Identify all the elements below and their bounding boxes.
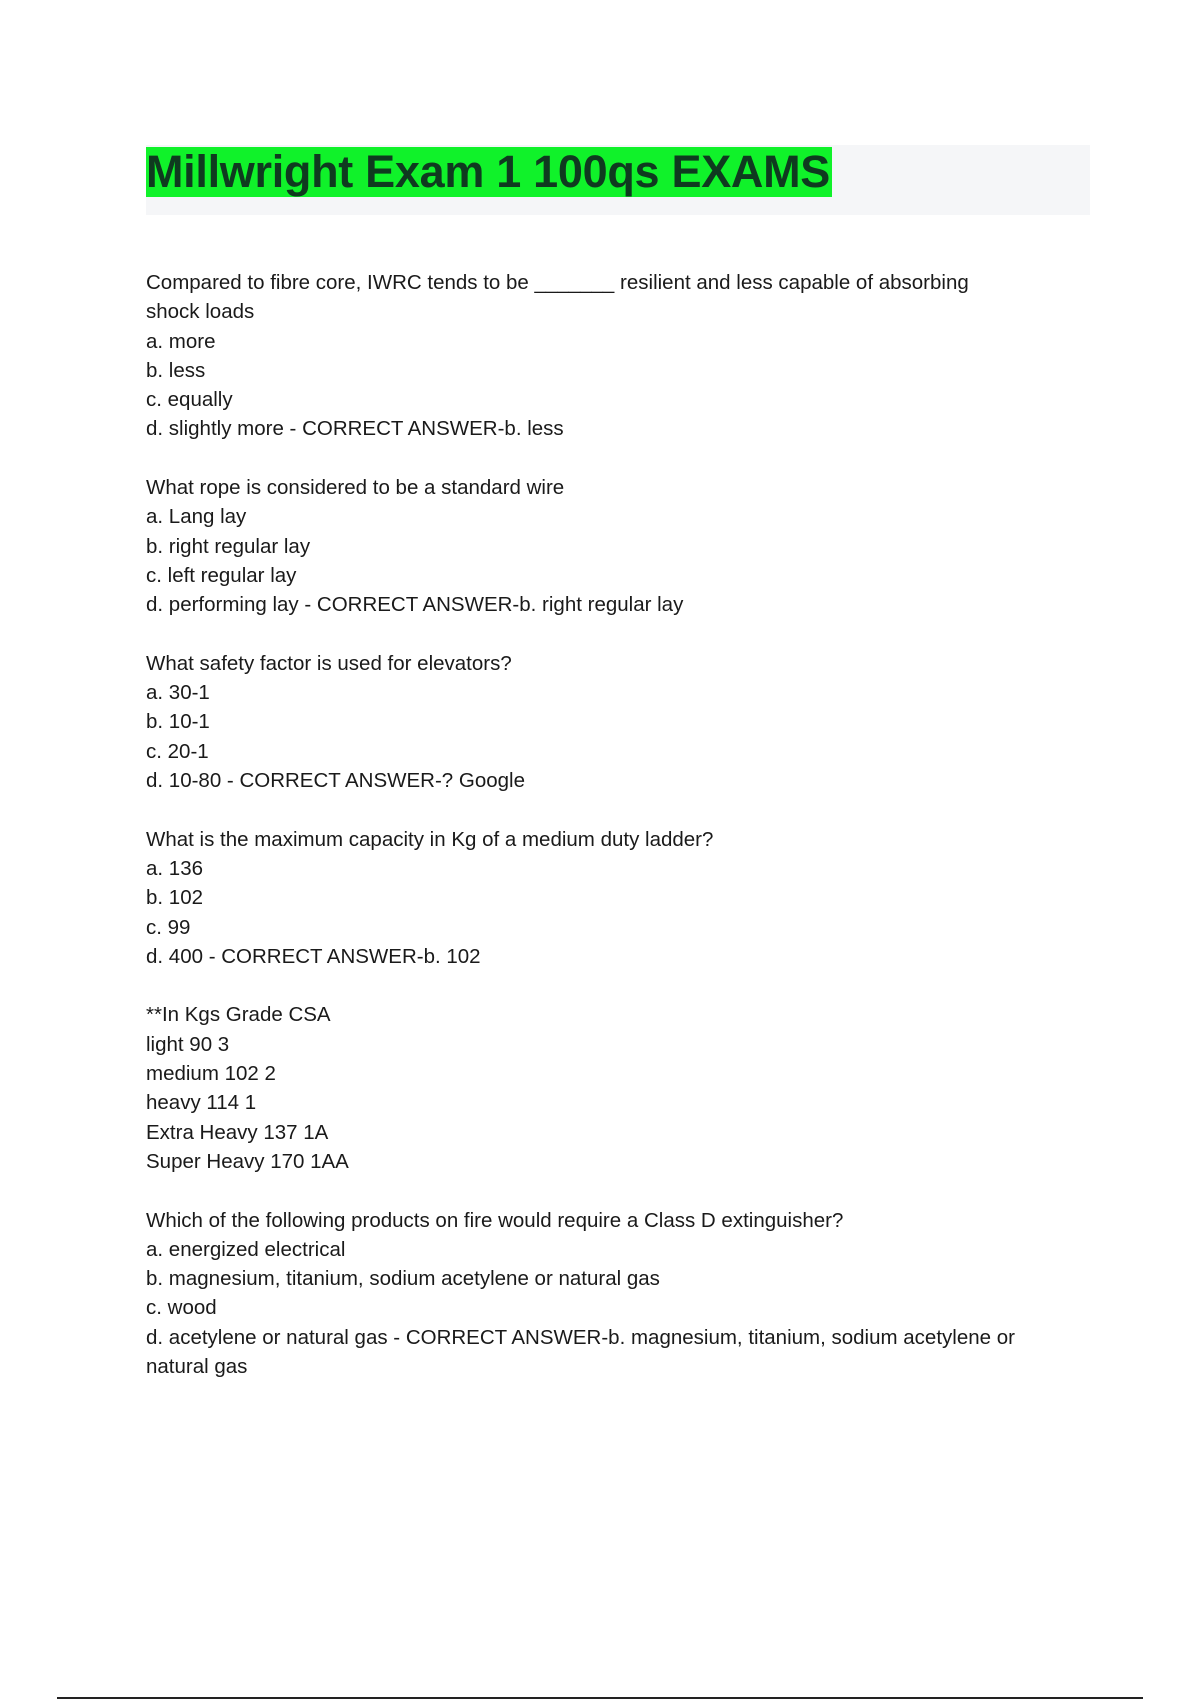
question-block-1 — [146, 268, 1106, 444]
option-c: c. left regular lay — [146, 563, 297, 587]
option-d-answer-cont: natural gas — [146, 1354, 248, 1378]
question-text: Compared to fibre core, IWRC tends to be _______ resilient and less capable of absorbing — [146, 271, 969, 294]
question-text: What is the maximum capacity in Kg of a medium duty ladder? — [146, 827, 714, 851]
question-block-5 — [146, 1206, 1106, 1382]
question-text: What rope is considered to be a standard wire — [146, 476, 565, 500]
option-a: a. 30-1 — [146, 681, 210, 705]
question-text: What safety factor is used for elevators? — [146, 651, 512, 675]
question-block-3 — [146, 649, 1106, 795]
note-line: Super Heavy 170 1AA — [146, 1149, 349, 1173]
option-c: c. 20-1 — [146, 739, 209, 763]
option-d-answer: d. 10-80 - CORRECT ANSWER-? Google — [146, 769, 525, 793]
option-c: c. wood — [146, 1296, 217, 1320]
note-line: medium 102 2 — [146, 1062, 276, 1086]
option-b: b. right regular lay — [146, 534, 311, 558]
option-a: a. more — [146, 329, 216, 353]
option-a: a. energized electrical — [146, 1237, 346, 1261]
note-line: light 90 3 — [146, 1032, 230, 1056]
option-d-answer: d. acetylene or natural gas - CORRECT ANSWER-b. magnesium, titanium, sodium acetylene or — [146, 1325, 1015, 1349]
note-line: heavy 114 1 — [146, 1091, 257, 1115]
option-d-answer: d. performing lay - CORRECT ANSWER-b. right regular lay — [146, 593, 684, 617]
question-list — [146, 268, 1106, 1411]
question-text: Which of the following products on fire would require a Class D extinguisher? — [146, 1208, 844, 1232]
note-line: Extra Heavy 137 1A — [146, 1120, 329, 1144]
option-a: a. Lang lay — [146, 505, 247, 529]
page-title: Millwright Exam 1 100qs EXAMS — [146, 146, 831, 197]
footer-divider — [57, 1697, 1143, 1699]
question-block-2 — [146, 473, 1106, 619]
option-d-answer: d. slightly more - CORRECT ANSWER-b. less — [146, 417, 564, 441]
option-c: c. 99 — [146, 915, 191, 939]
question-text-cont: shock loads — [146, 300, 255, 324]
option-c: c. equally — [146, 388, 233, 412]
question-block-4 — [146, 825, 1106, 971]
option-b: b. 10-1 — [146, 710, 210, 734]
note-block-ladder-grades — [146, 1000, 1106, 1176]
option-d-answer: d. 400 - CORRECT ANSWER-b. 102 — [146, 944, 481, 968]
note-heading: **In Kgs Grade CSA — [146, 1003, 331, 1027]
option-b: b. less — [146, 358, 206, 382]
option-b: b. magnesium, titanium, sodium acetylene or natural gas — [146, 1267, 660, 1291]
option-b: b. 102 — [146, 886, 203, 910]
option-a: a. 136 — [146, 856, 203, 880]
